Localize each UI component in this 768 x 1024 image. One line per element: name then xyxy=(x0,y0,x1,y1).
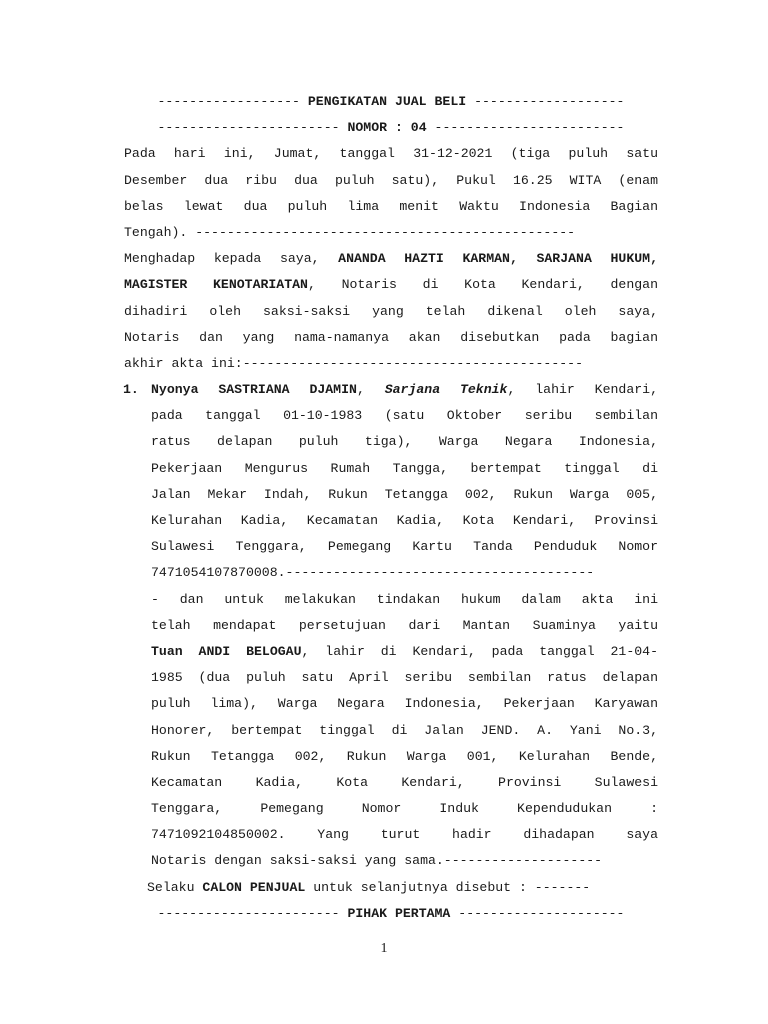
notary-title: MAGISTER KENOTARIATAN xyxy=(124,277,308,293)
text-line: Jalan Mekar Indah, Rukun Tetangga 002, Rukun Warga 005, xyxy=(151,486,658,502)
list-number: 1. xyxy=(123,382,139,398)
dash-leader: ----------------------- xyxy=(157,905,340,921)
dash-leader: ------------------ xyxy=(157,94,300,109)
deed-body xyxy=(124,89,658,927)
husband-name: Tuan ANDI BELOGAU xyxy=(151,643,302,659)
text-line: puluh lima), Warga Negara Indonesia, Pekerjaan Karyawan xyxy=(151,696,658,712)
text-line: Desember dua ribu dua puluh satu), Pukul 16.25 WITA (enam xyxy=(124,172,658,188)
text-line: 7471092104850002. Yang turut hadir dihadapan saya xyxy=(151,827,658,843)
text-line: Rukun Tetangga 002, Rukun Warga 001, Kelurahan Bende, xyxy=(151,748,658,764)
text-line: Notaris dengan saksi-saksi yang sama.-------------------- xyxy=(151,853,603,869)
text-span: , Notaris di Kota Kendari, dengan xyxy=(307,277,658,293)
text-line: belas lewat dua puluh lima menit Waktu Indonesia Bagian xyxy=(124,198,658,214)
text-line: Kecamatan Kadia, Kota Kendari, Provinsi Sulawesi xyxy=(151,774,658,790)
text-line: 7471054107870008.--------------------------------------- xyxy=(151,565,595,581)
text-span: Selaku xyxy=(147,879,203,895)
list-item-1-first-line xyxy=(124,377,658,403)
page-number: 1 xyxy=(380,941,388,956)
text-line: Pekerjaan Mengurus Rumah Tangga, bertempat tinggal di xyxy=(151,460,658,476)
dash-leader: ----------------------- xyxy=(157,120,340,136)
dash-leader: --------------------- xyxy=(458,905,625,921)
text-line: akhir akta ini:------------------------------------------- xyxy=(124,355,583,371)
deed-number: NOMOR : 04 xyxy=(347,120,427,136)
text-line: Notaris dan yang nama-namanya akan disebutkan pada bagian xyxy=(124,329,658,345)
notary-name: ANANDA HAZTI KARMAN, SARJANA HUKUM, xyxy=(338,251,658,267)
dash-leader: ------------------------ xyxy=(434,120,625,136)
text-line: - dan untuk melakukan tindakan hukum dalam akta ini xyxy=(151,591,658,607)
text-line xyxy=(124,272,658,298)
party-heading: PIHAK PERTAMA xyxy=(347,905,451,921)
text-line: pada tanggal 01-10-1983 (satu Oktober seribu sembilan xyxy=(151,408,658,424)
text-line: Sulawesi Tenggara, Pemegang Kartu Tanda Penduduk Nomor xyxy=(151,539,658,555)
text-line xyxy=(124,246,658,272)
party-name: Nyonya SASTRIANA DJAMIN xyxy=(151,382,357,398)
text-line: Kelurahan Kadia, Kecamatan Kadia, Kota Kendari, Provinsi xyxy=(151,513,658,528)
text-span: , xyxy=(356,382,385,398)
text-line: ratus delapan puluh tiga), Warga Negara Indonesia, xyxy=(151,434,658,450)
text-span: , lahir di Kendari, pada tanggal 21-04- xyxy=(301,643,658,659)
role-line xyxy=(124,875,658,901)
text-line: Tengah). ------------------------------------------------ xyxy=(124,224,576,240)
text-line: Honorer, bertempat tinggal di Jalan JEND. A. Yani No.3, xyxy=(151,722,658,738)
party-degree: Sarjana Teknik xyxy=(384,382,508,398)
text-span: untuk selanjutnya disebut : ------- xyxy=(305,879,591,895)
text-span: , lahir Kendari, xyxy=(507,382,658,398)
party-heading-line xyxy=(124,901,658,927)
text-line: dihadiri oleh saksi-saksi yang telah dikenal oleh saya, xyxy=(124,303,658,319)
deed-number-line xyxy=(124,115,658,141)
deed-title-line xyxy=(124,89,658,115)
dash-leader: ------------------- xyxy=(474,94,625,109)
text-line: Pada hari ini, Jumat, tanggal 31-12-2021 (tiga puluh satu xyxy=(124,146,658,162)
role-label: CALON PENJUAL xyxy=(202,879,306,895)
text-line: telah mendapat persetujuan dari Mantan Suaminya yaitu xyxy=(151,617,658,633)
text-line: Tenggara, Pemegang Nomor Induk Kependudukan : xyxy=(151,801,658,817)
text-span: Menghadap kepada saya, xyxy=(124,251,339,267)
text-line: 1985 (dua puluh satu April seribu sembilan ratus delapan xyxy=(151,670,658,686)
text-line xyxy=(124,639,658,665)
deed-title: PENGIKATAN JUAL BELI xyxy=(307,94,467,109)
